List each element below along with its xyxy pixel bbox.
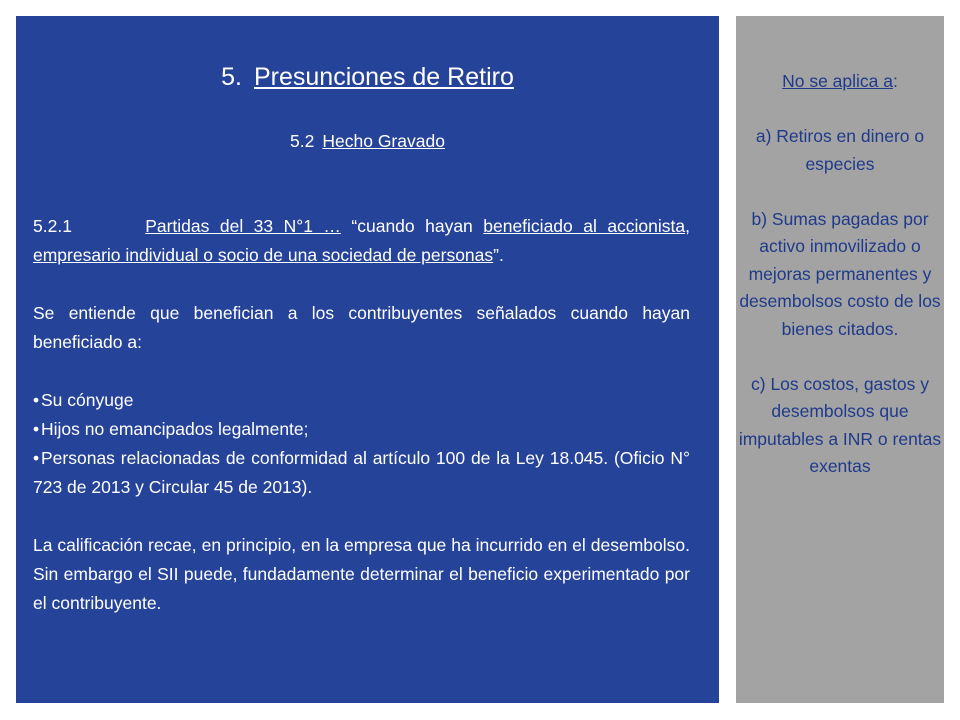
list-item-text: Personas relacionadas de conformidad al artículo 100 de la Ley 18.045. (Oficio N° 723 de 2013 y Circular 45 de 2013). <box>33 448 690 497</box>
title-text: Presunciones de Retiro <box>253 63 514 91</box>
title-number: 5. <box>221 63 242 91</box>
partidas-reference: Partidas del 33 N°1 … <box>145 216 341 236</box>
paragraph-end: ”. <box>493 245 504 265</box>
main-content-panel <box>16 16 719 703</box>
paragraph-number: 5.2.1 <box>33 216 72 236</box>
sidebar-heading-text: No se aplica a <box>782 71 894 91</box>
subtitle-number: 5.2 <box>290 131 315 151</box>
bullet-icon: • <box>33 448 40 468</box>
list-item <box>33 415 690 444</box>
bullet-icon: • <box>33 390 40 410</box>
exclusion-item-c: c) Los costos, gastos y desembolsos que imputables a INR o rentas exentas <box>738 373 942 476</box>
exclusion-item-a: a) Retiros en dinero o especies <box>755 126 925 174</box>
slide-title <box>16 62 719 92</box>
list-item <box>33 444 690 502</box>
sidebar-heading-colon: : <box>893 71 898 91</box>
subtitle-text: Hecho Gravado <box>322 131 445 151</box>
list-item-text: Su cónyuge <box>41 390 134 410</box>
paragraph-calificacion: La calificación recae, en principio, en la empresa que ha incurrido en el desembolso. Sin embargo el SII puede, fundadamente determinar el beneficio experimentado por el contribuyente. <box>33 535 690 613</box>
exclusions-sidebar <box>736 16 944 703</box>
list-item-text: Hijos no emancipados legalmente; <box>41 419 309 439</box>
body-text <box>33 212 690 618</box>
beneficiaries-list <box>33 386 690 502</box>
list-item <box>33 386 690 415</box>
beneficiaries-underlined: beneficiado al accionista, empresario individual o socio de una sociedad de personas <box>33 216 690 265</box>
paragraph-text: “cuando hayan <box>340 216 484 236</box>
sidebar-heading <box>736 68 944 96</box>
paragraph-5-2-1 <box>33 212 690 270</box>
exclusion-item-b: b) Sumas pagadas por activo inmovilizado o mejoras permanentes y desembolsos costo de los bienes citados. <box>739 208 941 339</box>
paragraph-beneficio: Se entiende que benefician a los contribuyentes señalados cuando hayan beneficiado a: <box>33 303 690 352</box>
bullet-icon: • <box>33 419 40 439</box>
section-subtitle <box>16 130 719 152</box>
